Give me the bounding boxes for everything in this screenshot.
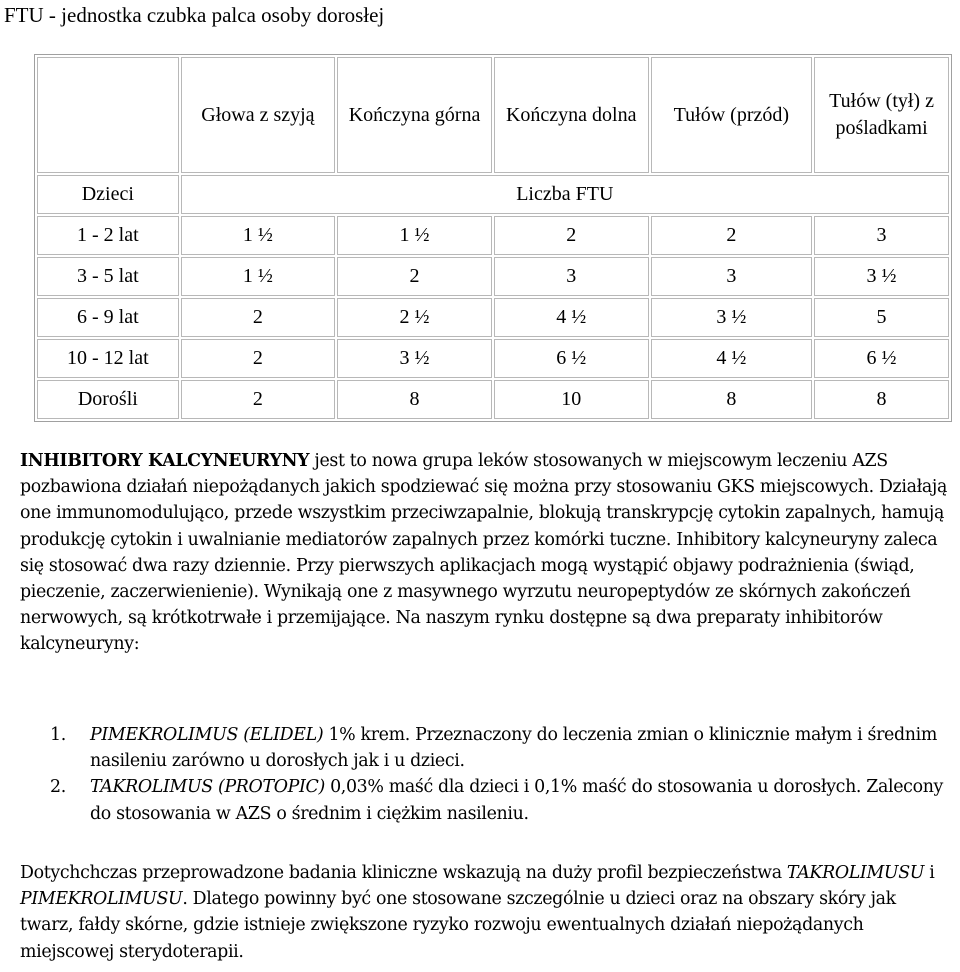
paragraph-bold-term: INHIBITORY KALCYNEURYNY	[20, 451, 310, 471]
table-subheader-row	[37, 175, 949, 214]
table-cell: 1 ½	[337, 216, 492, 255]
table-cell: 3 ½	[651, 298, 813, 337]
table-cell: 1 ½	[181, 216, 336, 255]
list-item	[20, 774, 950, 826]
table-cell: 5	[814, 298, 949, 337]
drug-name: TAKROLIMUSU	[786, 863, 925, 883]
list-text: 0,03% maść dla dzieci i 0,1% maść do stosowania u dorosłych. Zalecony do stosowania w AZS o średnim i ciężkim nasileniu.	[90, 777, 944, 824]
table-cell: 4 ½	[651, 339, 813, 378]
header-cell: Kończyna dolna	[494, 57, 649, 173]
table-cell: 4 ½	[494, 298, 649, 337]
page-title: FTU - jednostka czubka palca osoby dorosłej	[4, 3, 385, 27]
table-cell: 8	[814, 380, 949, 419]
list-item	[20, 722, 950, 774]
table-row	[37, 380, 949, 419]
table-cell: 3	[814, 216, 949, 255]
paragraph-safety	[20, 860, 950, 965]
paragraph-text: Dotychchczas przeprowadzone badania kliniczne wskazują na duży profil bezpieczeństwa	[20, 863, 787, 883]
table-cell: 3 ½	[337, 339, 492, 378]
table-header-row	[37, 57, 949, 173]
table-cell: 10 - 12 lat	[37, 339, 179, 378]
subheader-span-label: Liczba FTU	[181, 175, 949, 214]
header-cell: Głowa z szyją	[181, 57, 336, 173]
table-cell: 2	[181, 380, 336, 419]
header-cell: Tułów (przód)	[651, 57, 813, 173]
table-cell: 10	[494, 380, 649, 419]
table-cell: 2	[651, 216, 813, 255]
table-cell: 3	[651, 257, 813, 296]
table-cell: 1 ½	[181, 257, 336, 296]
header-cell: Kończyna górna	[337, 57, 492, 173]
table-cell: 2	[181, 298, 336, 337]
table-cell: 6 ½	[494, 339, 649, 378]
table-cell: 3 ½	[814, 257, 949, 296]
header-cell: Tułów (tył) z pośladkami	[814, 57, 949, 173]
table-cell: 2	[337, 257, 492, 296]
table-cell: 3 - 5 lat	[37, 257, 179, 296]
table-cell: 3	[494, 257, 649, 296]
table-row	[37, 298, 949, 337]
drug-name: TAKROLIMUS (PROTOPIC)	[90, 777, 325, 798]
drug-name: PIMEKROLIMUS (ELIDEL)	[90, 725, 324, 745]
drug-list	[20, 722, 950, 827]
table-cell: 8	[337, 380, 492, 419]
table-cell: 2	[494, 216, 649, 255]
header-cell	[37, 57, 179, 173]
paragraph-text: jest to nowa grupa leków stosowanych w miejscowym leczeniu AZS pozbawiona działań niepożądanych jakich spodziewać się można przy stosowaniu GKS miejscowych. Działają one immunomodulująco, przede wszystkim przeciwzapalnie, blokują transkrypcję cytokin zapalnych, hamują produkcję cytokin i uwalnianie mediatorów zapalnych przez komórki tuczne. Inhibitory kalcyneuryny zaleca się stosować dwa razy dziennie. Przy pierwszych aplikacjach mogą wystąpić objawy podrażnienia (świąd, pieczenie, zaczerwienienie). Wynikają one z masywnego wyrzutu neuropeptydów ze skórnych zakończeń nerwowych, są krótkotrwałe i przemijające. Na naszym rynku dostępne są dwa preparaty inhibitorów kalcyneuryny:	[20, 451, 947, 655]
list-number: 1.	[50, 725, 66, 745]
table-row	[37, 339, 949, 378]
table-cell: 6 ½	[814, 339, 949, 378]
table-cell: 2 ½	[337, 298, 492, 337]
list-text: 1% krem. Przeznaczony do leczenia zmian o klinicznie małym i średnim nasileniu zarówno u dorosłych jak i u dzieci.	[90, 725, 937, 772]
paragraph-text: i	[924, 863, 935, 883]
table-cell: 1 - 2 lat	[37, 216, 179, 255]
table-cell: 2	[181, 339, 336, 378]
table-row	[37, 216, 949, 255]
table-cell: Dorośli	[37, 380, 179, 419]
drug-name: PIMEKROLIMUSU	[20, 889, 183, 910]
list-number: 2.	[50, 777, 66, 798]
table-cell: 6 - 9 lat	[37, 298, 179, 337]
table-row	[37, 257, 949, 296]
ftu-table	[34, 54, 952, 422]
subheader-label: Dzieci	[37, 175, 179, 214]
paragraph-text: . Dlatego powinny być one stosowane szczególnie u dzieci oraz na obszary skóry jak twarz, fałdy skórne, gdzie istnieje zwiększone ryzyko rozwoju ewentualnych działań niepożądanych miejscowej sterydoterapii.	[20, 889, 896, 962]
paragraph-inhibitors	[20, 448, 950, 658]
table-cell: 8	[651, 380, 813, 419]
